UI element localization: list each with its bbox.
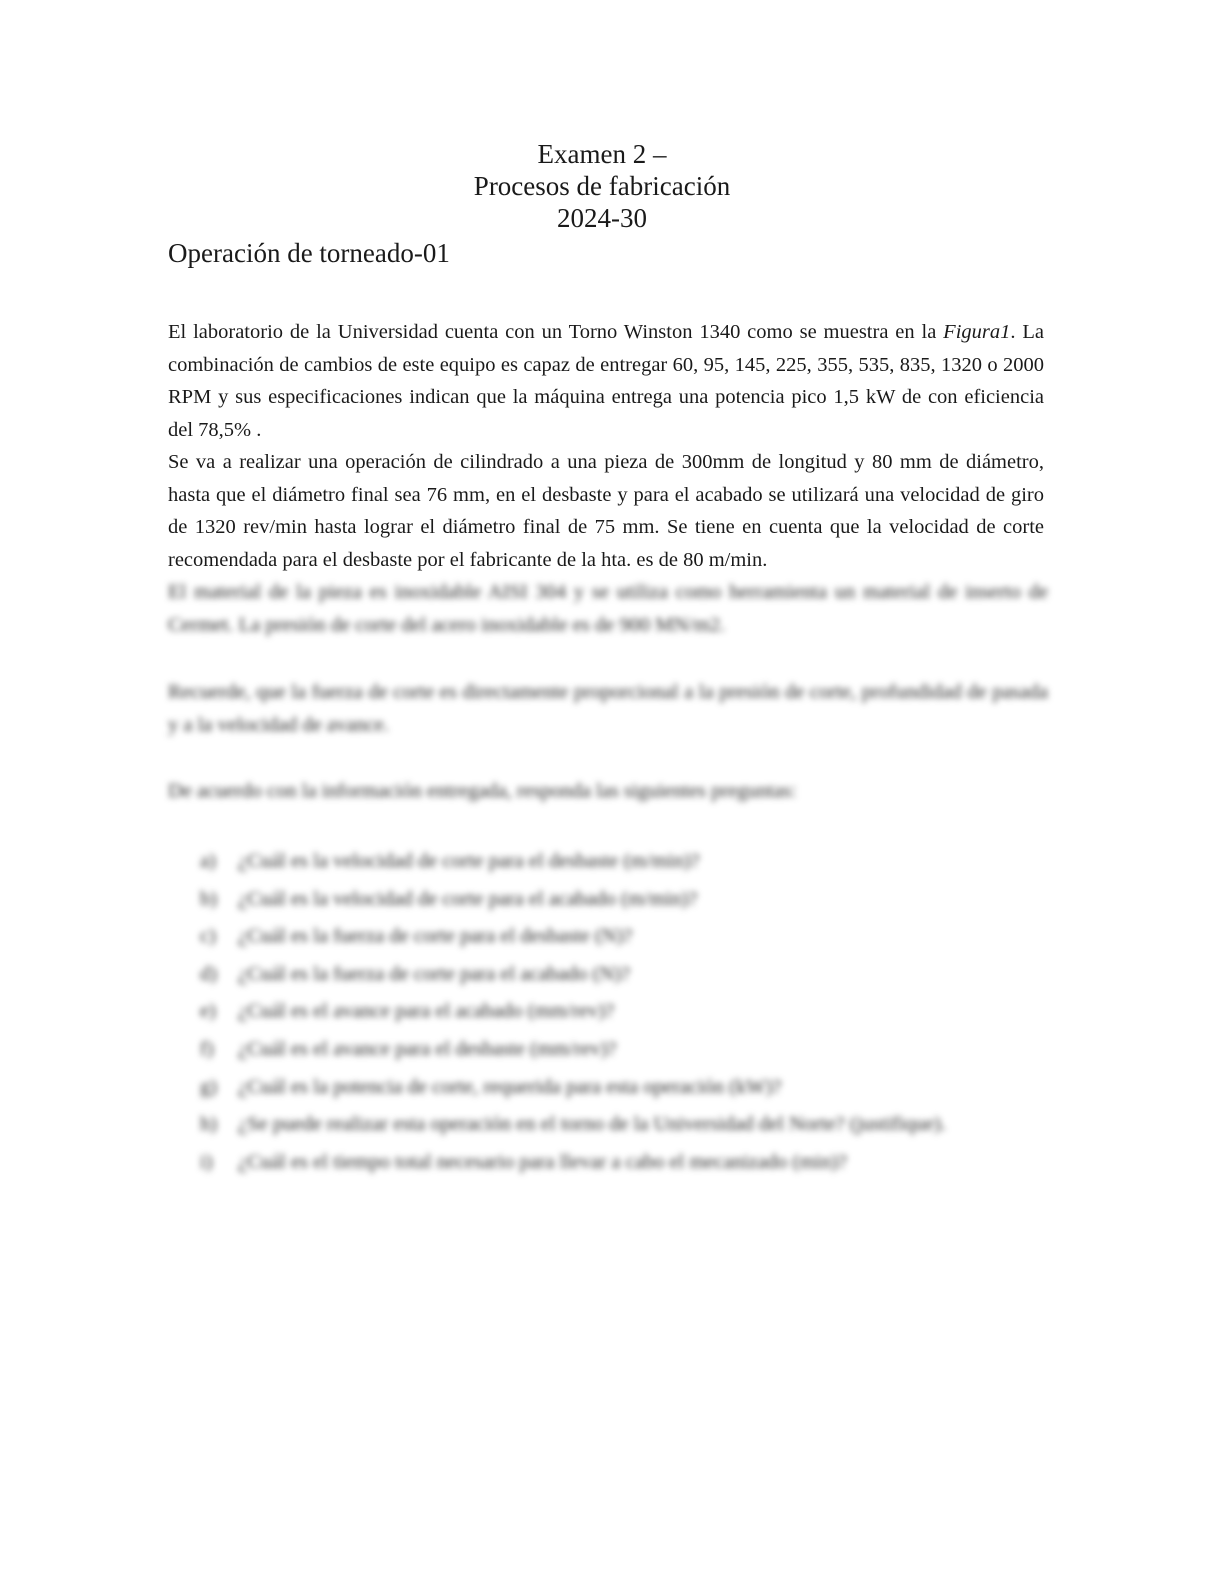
paragraph-reminder: Recuerde, que la fuerza de corte es directamente proporcional a la presión de corte, profundidad de pasada y a la velocidad de avance. [168,681,1048,736]
question-marker: f) [200,1037,214,1060]
list-item [200,1069,1080,1107]
exam-title: Examen 2 – [537,139,667,169]
blurred-paragraph-instructions [168,775,1048,808]
question-marker: e) [200,1000,216,1023]
question-text: ¿Cuál es la velocidad de corte para el acabado (m/min)? [238,887,698,910]
question-text: ¿Cuál es la fuerza de corte para el acabado (N)? [238,962,631,985]
question-text: ¿Cuál es la potencia de corte, requerida para esta operación (kW)? [238,1075,782,1098]
list-item [200,1031,1080,1069]
question-marker: i) [200,1150,213,1173]
section-title: Operación de torneado-01 [168,238,450,268]
question-marker: h) [200,1113,218,1136]
paragraph-instructions: De acuerdo con la información entregada, responda las siguientes preguntas: [168,780,797,802]
question-text: ¿Cuál es el tiempo total necesario para llevar a cabo el mecanizado (min)? [238,1150,848,1173]
question-list [200,843,1080,1181]
course-name: Procesos de fabricación [473,171,731,201]
list-item [200,918,1080,956]
term-code: 2024-30 [557,203,647,233]
question-text: ¿Cuál es el avance para el desbaste (mm/rev)? [238,1037,617,1060]
list-item [200,956,1080,994]
paragraph-text: . La combinación de cambios de este equipo es capaz de entregar 60, 95, 145, 225, 355, 535, 835, 1320 o 2000 RPM y sus especificaciones indican que la máquina entrega una potencia pico 1,5 kW de con eficiencia del 78,5% . [168,321,1044,441]
exam-header [0,138,1204,234]
list-item [200,843,1080,881]
list-item [200,1144,1080,1182]
question-text: ¿Se puede realizar esta operación en el torno de la Universidad del Norte? (justifique). [238,1113,947,1136]
paragraph-lathe-description [168,316,1044,446]
figure-reference: Figura1 [943,321,1011,343]
question-marker: c) [200,925,216,948]
paragraph-material: El material de la pieza es inoxidable AISI 304 y se utiliza como herramienta un material de inserto de Cermet. La presión de corte del acero inoxidable es de 900 MN/m2. [168,581,1048,636]
question-marker: g) [200,1075,218,1098]
paragraph-text: El laboratorio de la Universidad cuenta con un Torno Winston 1340 como se muestra en la [168,321,944,343]
question-marker: d) [200,962,218,985]
blurred-paragraph-reminder [168,676,1048,741]
list-item [200,1106,1080,1144]
list-item [200,881,1080,919]
blurred-paragraph-material [168,576,1048,641]
list-item [200,993,1080,1031]
question-marker: a) [200,850,216,872]
question-marker: b) [200,887,218,910]
paragraph-operation-description: Se va a realizar una operación de cilindrado a una pieza de 300mm de longitud y 80 mm de diámetro, hasta que el diámetro final sea 76 mm, en el desbaste y para el acabado se utilizará una velocidad de giro de 1320 rev/min hasta lograr el diámetro final de 75 mm. Se tiene en cuenta que la velocidad de corte recomendada para el desbaste por el fabricante de la hta. es de 80 m/min. [168,451,1044,571]
question-text: ¿Cuál es la velocidad de corte para el desbaste (m/min)? [238,850,700,872]
question-text: ¿Cuál es la fuerza de corte para el desbaste (N)? [238,925,633,948]
question-text: ¿Cuál es el avance para el acabado (mm/rev)? [238,1000,615,1023]
